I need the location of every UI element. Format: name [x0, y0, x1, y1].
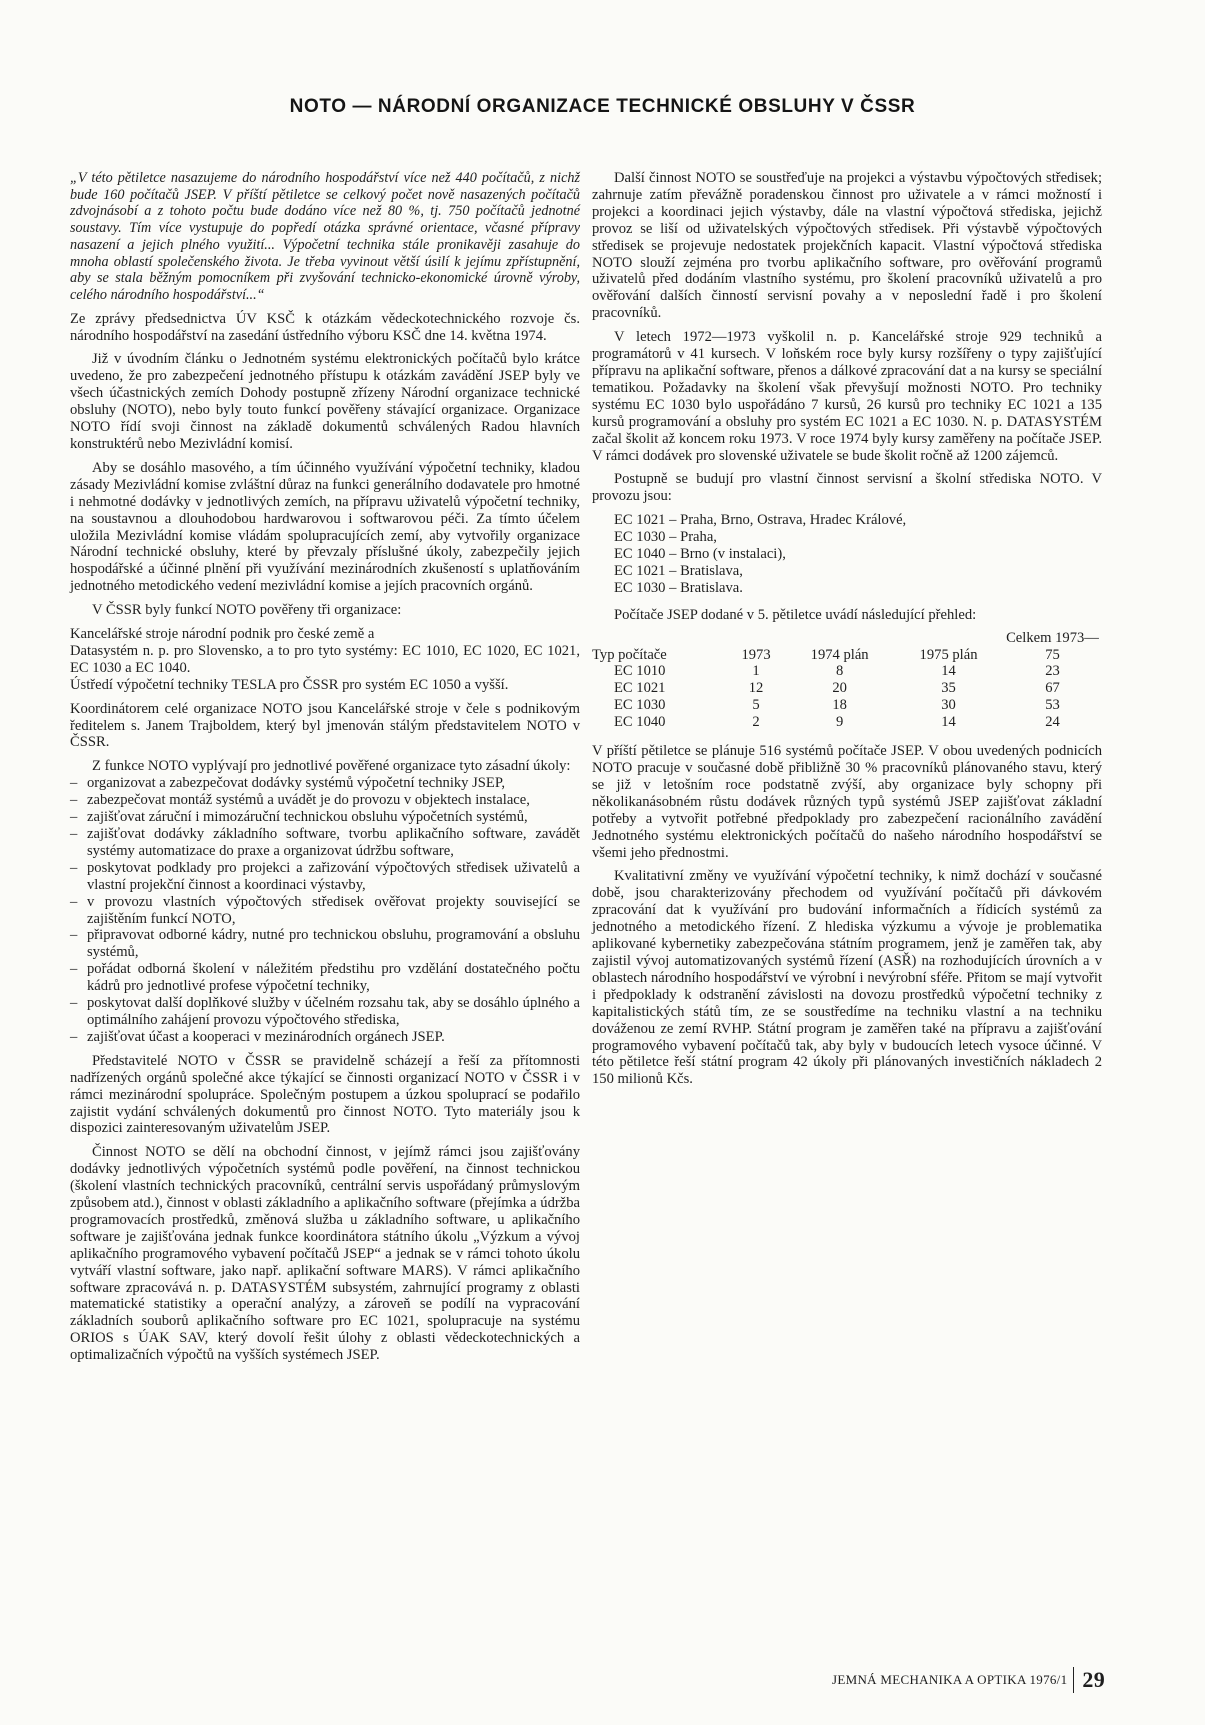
paragraph-qualitative-changes: Kvalitativní změny ve využívání výpočetní techniky, k nimž dochází v současné době, jsou charakterizovány přechodem od využívání počítačů při dávkovém zpracování dat k využívání pro budování informačních a řídicích systémů za jednotného a metodického řízení. Z hlediska výzkumu a vývoje je problematika aplikované kybernetiky zabezpečována státním programem, jenž je zaměřen tak, aby zajistil vývoj automatizovaných systémů řízení (ASŘ) na rozhodujících úrovních a v oblastech národního hospodářství ve výrobní i nevýrobní sféře. Přitom se mají vytvořit i předpoklady k odstranění závislosti na dovozu prostředků výpočetní techniky z kapitalistických států tím, ze se soustředíme na techniku vlastní a na techniku dováženou ze zemí RVHP. Státní program je zaměřen také na přípravu a zajišťování programového vybavení počítačů tak, aby byly v budoucích letech vysoce účinné. V této pětiletce řeší státní program 42 úkoly při plánovaných investičních nákladech 2 150 milionů Kčs. — [592, 868, 1102, 1088]
paragraph-table-intro: Počítače JSEP dodané v 5. pětiletce uvádí následující přehled: — [614, 606, 977, 623]
task-item: – zajišťovat záruční i mimozáruční technickou obsluhu výpočetních systémů, — [70, 809, 580, 826]
task-item: – zabezpečovat montáž systémů a uvádět je do provozu v objektech instalace, — [70, 792, 580, 809]
paragraph-tasks-intro: Z funkce NOTO vyplývají pro jednotlivé pověřené organizace tyto zásadní úkoly: — [92, 758, 571, 775]
paragraph-next-plan: V příští pětiletce se plánuje 516 systémů počítače JSEP. V obou uvedených podnicích NOTO pracuje v současné době přibližně 30 % pracovníků plánovaného stavu, který se již v letošním roce podstatně zvýší, aby organizace byly schopny při několikanásobném růstu dodávek různých typů systémů JSEP zajišťovat základní potřeby a vytvořit potřebné předpoklady pro zabezpečení racionálního zavádění Jednotného systému elektronických počítačů do našeho národního hospodářství se všemi jeho přednostmi. — [592, 743, 1102, 861]
footer-divider — [1073, 1667, 1074, 1693]
task-item: – poskytovat další doplňkové služby v účelném rozsahu tak, aby se dosáhlo úplného a optimálního zahájení provozu výpočtového střediska, — [70, 995, 580, 1029]
task-list — [70, 775, 580, 1046]
task-item: – připravovat odborné kádry, nutné pro technickou obsluhu, programování a obsluhu systémů, — [70, 927, 580, 961]
deliveries-table — [592, 630, 1102, 731]
table-cell: 20 — [832, 680, 847, 697]
paragraph-three-orgs: V ČSSR byly funkcí NOTO pověřeny tři organizace: — [92, 602, 402, 619]
table-cell: 14 — [941, 663, 956, 680]
task-item: – poskytovat podklady pro projekci a zařizování výpočtových středisek uživatelů a vlastní projekční činnost a koordinaci výstavby, — [70, 860, 580, 894]
paragraph-computing-centers: Další činnost NOTO se soustřeďuje na projekci a výstavbu výpočtových středisek; zahrnuje zatím převážně poradenskou činnost pro uživatele a v rámci možností i projekci a koordinaci jejich výstavby, dále na vlastní výpočtová střediska, jejichž provoz se liší od uživatelských výpočtových středisek. Při výstavbě výpočtových středisek se projevuje nedostatek projekčních kapacit. Vlastní výpočtová střediska NOTO slouží zejména pro tvorbu aplikačního software, pro ověřování programů uživatelů před dodáním vlastního systému, pro školení pracovníků uživatelů a pro ověřování dalších činností servisní povahy a v neposlední řadě i pro školení pracovníků. — [592, 170, 1102, 322]
table-header-cell: 1974 plán — [810, 646, 869, 663]
table-row — [592, 697, 1102, 714]
table-row — [592, 714, 1102, 731]
task-item: – zajišťovat účast a kooperaci v mezinárodních orgánech JSEP. — [70, 1029, 580, 1046]
org-item: Kancelářské stroje národní podnik pro české země a — [70, 626, 375, 643]
table-cell: EC 1040 — [614, 714, 666, 731]
table-row — [592, 680, 1102, 697]
paragraph-coordinator: Koordinátorem celé organizace NOTO jsou Kancelářské stroje v čele s podnikovým ředitelem s. Janem Trajboldem, který byl jmenován stálým představitelem NOTO v ČSSR. — [70, 700, 580, 751]
table-cell: 14 — [941, 714, 956, 731]
paragraph-service-centers: Postupně se budují pro vlastní činnost servisní a školní střediska NOTO. V provozu jsou: — [592, 471, 1102, 505]
org-list — [70, 626, 580, 694]
page-footer — [832, 1667, 1105, 1693]
table-cell: 9 — [835, 714, 844, 731]
article-title: NOTO — NÁRODNÍ ORGANIZACE TECHNICKÉ OBSLUHY V ČSSR — [289, 96, 916, 117]
table-header-cell: 1973 — [741, 646, 771, 663]
epigraph-quote: „V této pětiletce nasazujeme do národního hospodářství více než 440 počítačů, z nichž bude 160 počítačů JSEP. V příští pětiletce se celkový počet nově nasazených počítačů zdvojnásobí a z tohoto počtu bude dodáno více než 80 %, tj. 750 počítačů jednotné soustavy. Tím více vystupuje do popředí otázka správné orientace, včasné přípravy nasazení a jejich plného využití... Výpočetní technika stále pronikavěji zasahuje do mnoha oblastí společenského života. Je třeba vyvinout větší úsilí k jejímu zpřístupnění, aby se stala běžným pomocníkem při zvyšování technicko-ekonomické úrovně výroby, celého národního hospodářství...“ — [70, 170, 580, 303]
table-cell: EC 1010 — [614, 663, 666, 680]
table-header-cell: Celkem 1973—75 — [1006, 629, 1099, 663]
task-item: – v provozu vlastních výpočtových středisek ověřovat projekty související se zajištěním funkcí NOTO, — [70, 894, 580, 928]
journal-name: JEMNÁ MECHANIKA A OPTIKA 1976/1 — [832, 1672, 1068, 1687]
table-cell: 30 — [941, 697, 956, 714]
center-item: EC 1021 – Praha, Brno, Ostrava, Hradec Králové, — [614, 512, 907, 529]
table-header-cell: Typ počítače — [592, 646, 667, 663]
table-cell: 53 — [1045, 697, 1060, 714]
center-item: EC 1040 – Brno (v instalaci), — [614, 546, 786, 563]
org-item: Datasystém n. p. pro Slovensko, a to pro tyto systémy: EC 1010, EC 1020, EC 1021, EC 1030 a EC 1040. — [70, 642, 580, 676]
table-cell: 12 — [748, 680, 764, 697]
table-cell: 1 — [752, 663, 760, 680]
page-number: 29 — [1082, 1667, 1105, 1692]
center-item: EC 1030 – Bratislava. — [614, 579, 743, 596]
quote-source: Ze zprávy předsednictva ÚV KSČ k otázkám vědeckotechnického rozvoje čs. národního hospodářství na zasedání ústředního výboru KSČ dne 14. května 1974. — [70, 310, 580, 344]
paragraph-mass-use: Aby se dosáhlo masového, a tím účinného využívání výpočetní techniky, kladou zásady Mezivládní komise zvláštní důraz na funkci generálního dodavatele pro hmotné i nehmotné dodávky v jednotlivých zemích, na přípravu uživatelů výpočetní techniky, na soustavnou a dlouhodobou hardwarovou i softwarovou péči. Za tímto účelem uložila Mezivládní komise vládám spolupracujících zemí, aby vytvořily organizace Národní technické obsluhy, které by převzaly příslušné úkoly, zabezpečily jejich hospodářské a účinné plnění při využívání mezinárodních zkušeností s uplatňováním jednotného metodického vedení mezivládní komise a jejích pracovních orgánů. — [70, 459, 580, 595]
table-cell: 8 — [835, 663, 844, 680]
paragraph-activities: Činnost NOTO se dělí na obchodní činnost, v jejímž rámci jsou zajišťovány dodávky jednotlivých výpočetních systémů podle pověření, na činnost technickou (školení vlastních technických pracovníků, centrální servis uspořádaný průmyslovým způsobem atd.), činnost v oblasti základního a aplikačního software (přejímka a údržba programovacích prostředků, změnová služba u základního software, u aplikačního software je zajišťována jednak funkce koordinátora státního úkolu „Výzkum a vývoj aplikačního programového vybavení počítačů JSEP“ a jednak se v rámci tohoto úkolu vytváří vlastní software, jako např. aplikační software MARS). V rámci aplikačního software zpracovává n. p. DATASYSTÉM subsystém, zahrnující programy z oblasti matematické statistiky a operační analýzy, a zároveň se podílí na vypracování základních souborů aplikačního software pro EC 1021, spolupracuje na systému ORIOS s ÚAK SAV, který dovolí řešit úlohy z oblasti vědeckotechnických a optimalizačních výpočtů na vyšších systémech JSEP. — [70, 1144, 580, 1364]
table-cell: 67 — [1045, 680, 1060, 697]
table-header-cell: 1975 plán — [919, 646, 978, 663]
table-cell: 24 — [1045, 714, 1060, 731]
center-item: EC 1030 – Praha, — [614, 529, 717, 546]
table-cell: 18 — [832, 697, 847, 714]
left-column — [70, 170, 580, 1371]
paragraph-representatives: Představitelé NOTO v ČSSR se pravidelně scházejí a řeší za přítomnosti nadřízených orgánů společné akce týkající se činnosti organizací NOTO v ČSSR i v rámci mezinárodní spolupráce. Společným postupem a úzkou spoluprací se podařilo zajistit vydání schválených dokumentů pro činnost NOTO. Tyto materiály jsou k dispozici zainteresovaným uživatelům JSEP. — [70, 1052, 580, 1137]
task-item: – pořádat odborná školení v náležitém předstihu pro vzdělání dostatečného počtu kádrů pro jednotlivé profese výpočetní techniky, — [70, 961, 580, 995]
table-row — [592, 663, 1102, 680]
org-item: Ústředí výpočetní techniky TESLA pro ČSSR pro systém EC 1050 a vyšší. — [70, 676, 509, 693]
right-column — [592, 170, 1102, 1095]
paragraph-intro: Již v úvodním článku o Jednotném systému elektronických počítačů bylo krátce uvedeno, že pro zabezpečení jednotného přístupu k otázkám zavádění JSEP byly ve všech účastnických zemích Dohody postupně zřízeny Národní organizace technické obsluhy (NOTO), nebo byly touto funkcí pověřeny stávající organizace. Organizace NOTO řídí svoji činnost na základě dokumentů schválených Radou hlavních konstruktérů nebo Mezivládní komisí. — [70, 351, 580, 452]
table-cell: 5 — [752, 697, 760, 714]
center-item: EC 1021 – Bratislava, — [614, 562, 743, 579]
task-item: – zajišťovat dodávky základního software, tvorbu aplikačního software, zavádět systémy automatizace do praxe a organizovat údržbu software, — [70, 826, 580, 860]
center-list — [614, 512, 1102, 597]
paragraph-training: V letech 1972—1973 vyškolil n. p. Kancelářské stroje 929 techniků a programátorů v 41 kursech. V loňském roce byly kursy rozšířeny o typy zajišťující přípravu na aplikační software, přenos a dálkové zpracování dat a na kursy se speciální tematikou. Požadavky na školení však převyšují možnosti NOTO. Pro techniky systému EC 1030 bylo uspořádáno 7 kursů, 26 kursů pro techniky EC 1021 a 135 kursů programování a obsluhy pro systém EC 1021 a EC 1030. N. p. DATASYSTÉM začal školit až koncem roku 1973. V roce 1974 byly kursy zaměřeny na počítače JSEP. V rámci dodávek pro slovenské uživatele se bude školit ročně až 1200 zájemců. — [592, 329, 1102, 464]
table-cell: EC 1030 — [614, 697, 666, 714]
task-item: – organizovat a zabezpečovat dodávky systémů výpočetní techniky JSEP, — [70, 775, 580, 792]
table-cell: 23 — [1045, 663, 1060, 680]
table-cell: 35 — [941, 680, 956, 697]
table-cell: 2 — [752, 714, 760, 731]
table-header-row — [592, 630, 1102, 664]
table-cell: EC 1021 — [614, 680, 666, 697]
